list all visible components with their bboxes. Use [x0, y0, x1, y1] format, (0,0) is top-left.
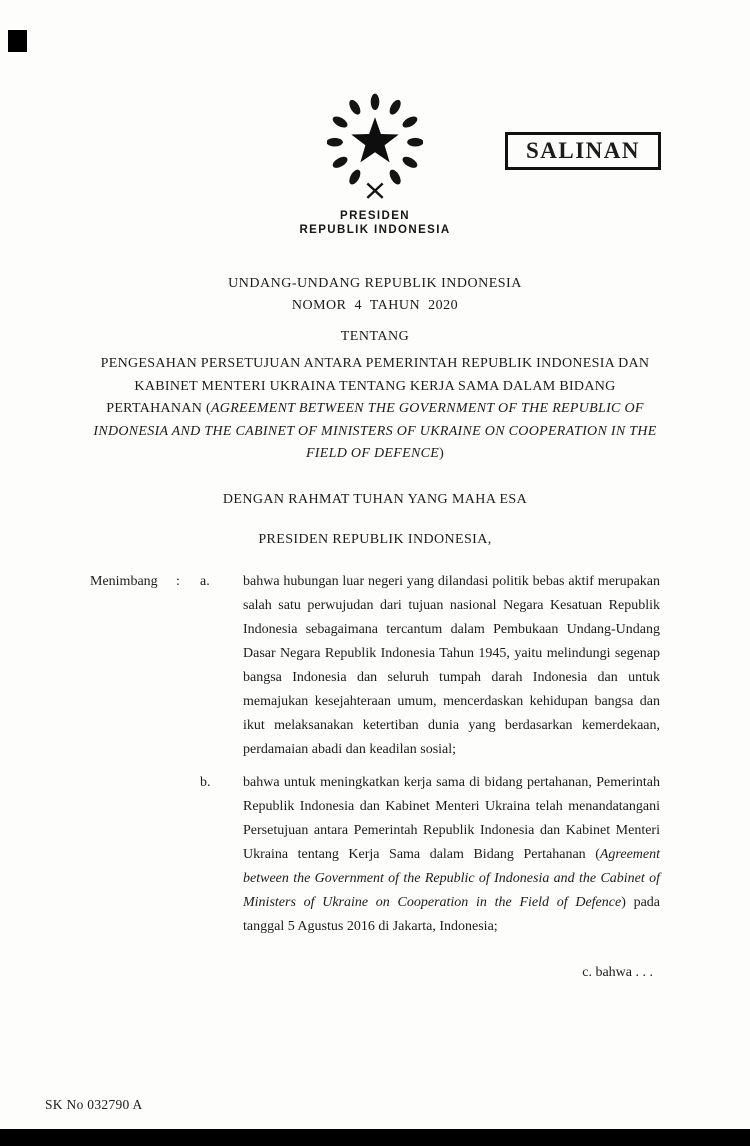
subject-title [85, 353, 665, 466]
consideration-text-a: bahwa hubungan luar negeri yang dilandasi politik bebas aktif merupakan salah satu perwujudan dari tujuan nasional Negara Kesatuan Republik Indonesia sebagaimana tercantum dalam Pembukaan Undang-Undang Dasar Negara Republik Indonesia Tahun 1945, yaitu melindungi segenap bangsa Indonesia dan seluruh tumpah darah Indonesia dan untuk memajukan kesejahteraan umum, mencerdaskan kehidupan bangsa dan ikut melaksanakan ketertiban dunia yang berdasarkan kemerdekaan, perdamaian abadi dan keadilan sosial; [243, 573, 660, 757]
scan-artifact-top-left [8, 30, 27, 52]
consideration-letter-b: b. [200, 774, 211, 790]
menimbang-label: Menimbang [90, 573, 158, 589]
spacer [176, 771, 200, 939]
authority-line: PRESIDEN REPUBLIK INDONESIA, [258, 531, 492, 547]
salinan-stamp [505, 132, 661, 170]
letterhead [0, 209, 750, 237]
consideration-text-b [243, 771, 660, 939]
consideration-b-italic: Agreement between the Government of the Republic of Indonesia and the Cabinet of Ministers of Ukraine on Cooperation in the Field of Defence [243, 846, 660, 910]
subject-close-paren: ) [439, 446, 445, 461]
spacer [90, 771, 176, 939]
page-continuation-catchword: c. bahwa . . . [582, 964, 653, 980]
presidential-seal-icon [327, 92, 423, 200]
letterhead-line2: REPUBLIK INDONESIA [299, 224, 451, 236]
salinan-stamp-label: SALINAN [525, 138, 641, 163]
consideration-b-suffix: ) pada tanggal 5 Agustus 2016 di Jakarta, Indonesia; [243, 894, 660, 934]
seal-wrap [0, 0, 750, 237]
document-title-number: NOMOR 4 TAHUN 2020 [291, 298, 459, 313]
considerations-section [90, 570, 660, 939]
letterhead-line1: PRESIDEN [340, 210, 410, 222]
subject-indonesian: PENGESAHAN PERSETUJUAN ANTARA PEMERINTAH REPUBLIK INDONESIA DAN KABINET MENTERI UKRAINA TENTANG KERJA SAMA DALAM BIDANG PERTAHANAN ( [100, 356, 650, 416]
scan-artifact-bottom-bar [0, 1129, 750, 1146]
subject-english-italic: AGREEMENT BETWEEN THE GOVERNMENT OF THE REPUBLIC OF INDONESIA AND THE CABINET OF MINISTERS OF UKRAINE ON COOPERATION IN THE FIELD OF DEFENCE [93, 401, 657, 461]
invocation-line: DENGAN RAHMAT TUHAN YANG MAHA ESA [222, 491, 528, 507]
menimbang-colon: : [176, 573, 180, 589]
consideration-letter-a: a. [200, 573, 210, 589]
consideration-b-prefix: bahwa untuk meningkatkan kerja sama di bidang pertahanan, Pemerintah Republik Indonesia dan Kabinet Menteri Ukraina telah menandatangani Persetujuan antara Pemerintah Republik Indonesia dan Kabinet Menteri Ukraina tentang Kerja Sama dalam Bidang Pertahanan ( [243, 774, 660, 862]
document-title [0, 273, 750, 317]
footer-registration-code: SK No 032790 A [45, 1097, 143, 1112]
document-title-line1: UNDANG-UNDANG REPUBLIK INDONESIA [228, 276, 522, 291]
tentang-heading: TENTANG [340, 329, 410, 344]
